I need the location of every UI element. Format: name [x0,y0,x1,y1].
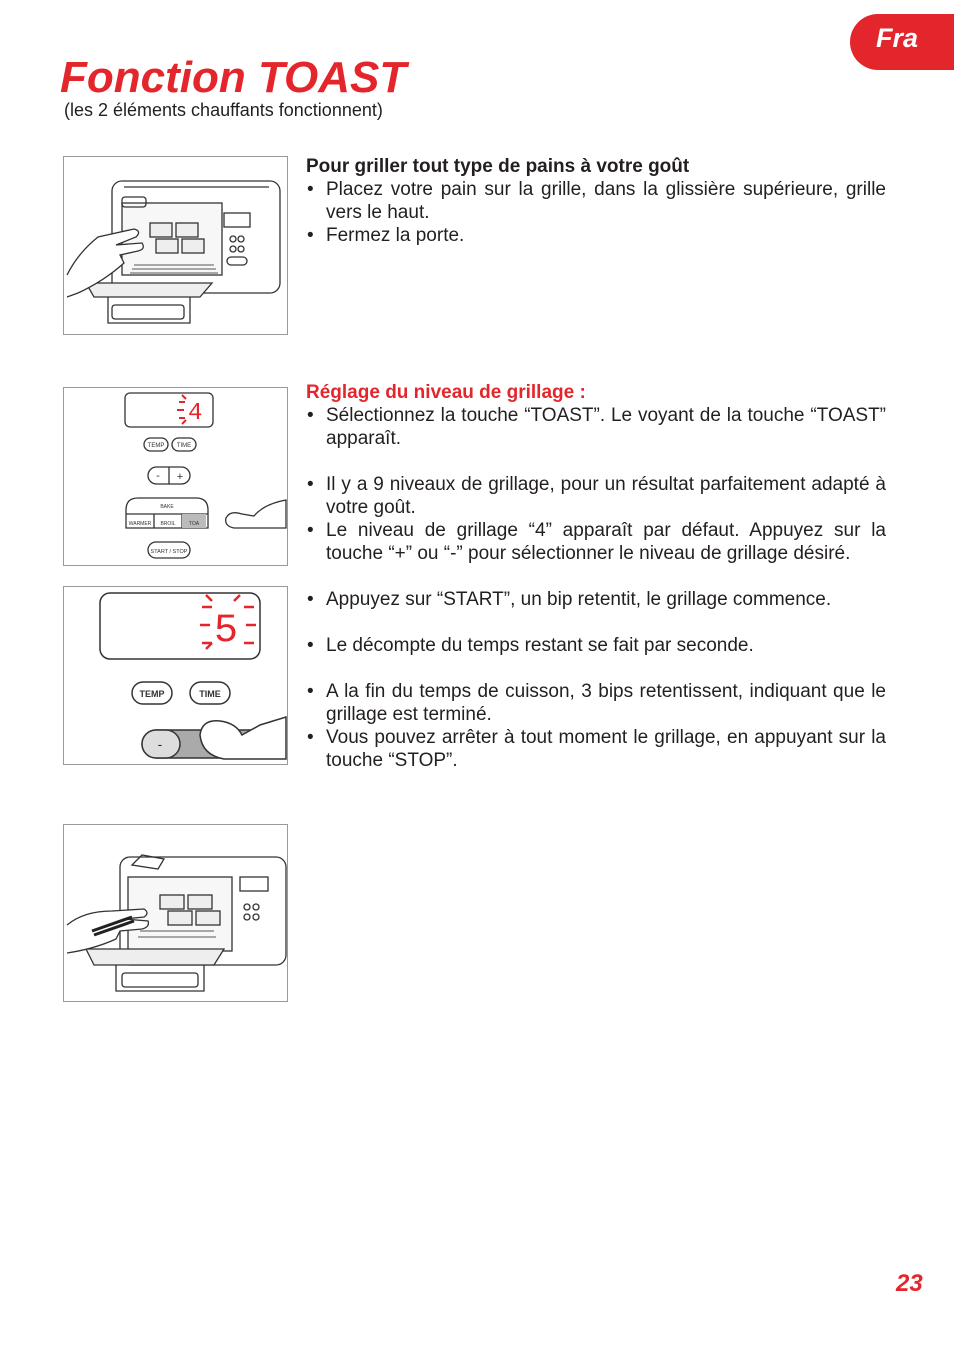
oven-loading-illustration [64,157,287,334]
list-item: • Vous pouvez arrêter à tout moment le grillage, en appuyant sur la touche “STOP”. [306,726,886,772]
minus-key: - [156,470,160,482]
list-item: • Le niveau de grillage “4” apparaît par défaut. Appuyez sur la touche “+” ou “-” pour sélectionner le niveau de grillage désiré. [306,519,886,565]
time-key: TIME [176,443,192,449]
control-panel-illustration [64,388,287,565]
figure-remove-toast [63,824,288,1002]
language-label: Fra [876,23,919,53]
section-heading: Réglage du niveau de grillage : [306,382,586,403]
finger-illustration [200,717,286,759]
time-key: TIME [199,689,221,699]
list-item: • Le décompte du temps restant se fait par seconde. [306,634,886,657]
list-item: • Sélectionnez la touche “TOAST”. Le voyant de la touche “TOAST” apparaît. [306,404,886,450]
figure-control-panel-toast [63,387,288,566]
page-subtitle: (les 2 éléments chauffants fonctionnent) [64,100,383,120]
list-item: • Placez votre pain sur la grille, dans la glissière supérieure, grille vers le haut. [306,178,886,224]
display-digit: 4 [188,400,203,427]
toast-key: TOA [188,521,200,527]
list-item: • A la fin du temps de cuisson, 3 bips retentissent, indiquant que le grillage est terminé. [306,680,886,726]
page-number: 23 [896,1270,923,1297]
section-heading: Pour griller tout type de pains à votre goût [306,156,690,177]
start-stop-key: START / STOP [150,549,188,555]
finger-illustration [226,500,286,528]
figure-place-bread [63,156,288,335]
display-digit: 5 [214,609,239,654]
plus-key: + [176,471,184,483]
language-tab [850,14,954,70]
figure-display-countdown [63,586,288,765]
section-griller-pain [306,155,886,247]
list-item: • Appuyez sur “START”, un bip retentit, le grillage commence. [306,588,886,611]
list-item: • Il y a 9 niveaux de grillage, pour un résultat parfaitement adapté à votre goût. [306,473,886,519]
page-title: Fonction TOAST [60,53,407,102]
minus-key: - [157,736,163,752]
display-countdown-illustration [64,587,287,764]
list-item: • Fermez la porte. [306,224,886,247]
temp-key: TEMP [139,689,165,699]
section-reglage-grillage [306,381,886,772]
oven-unloading-illustration [64,825,287,1001]
temp-key: TEMP [147,443,165,449]
bake-key: BAKE [160,504,174,510]
bullet-list [306,178,886,247]
broil-key: BROIL [160,521,176,527]
bullet-list [306,404,886,772]
warmer-key: WARMER [128,521,152,527]
